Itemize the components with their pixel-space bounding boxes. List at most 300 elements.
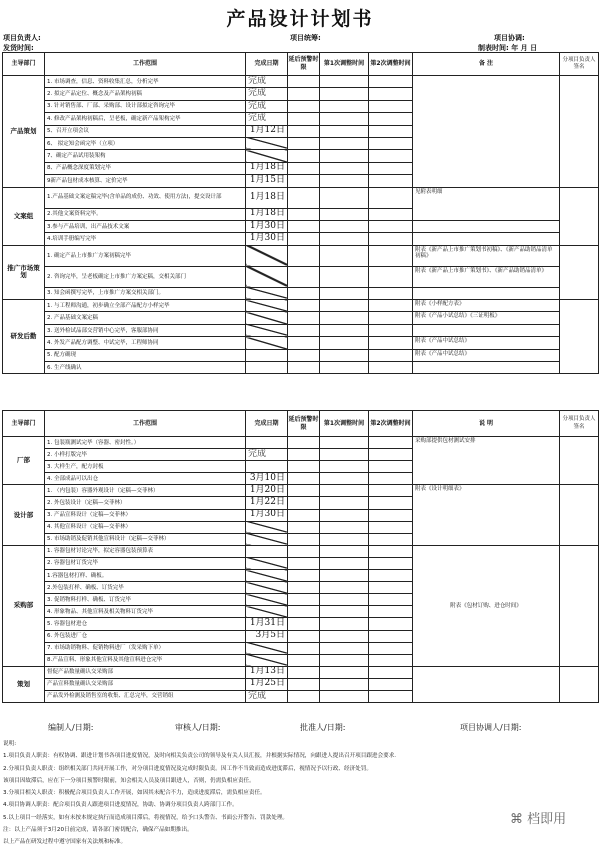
adjust-1-cell xyxy=(320,509,369,521)
column-header: 工作范围 xyxy=(45,411,246,437)
project-coordinator-label: 项目协调: xyxy=(494,34,525,42)
table-row xyxy=(3,287,599,299)
watermark-logo: ⌘ 档即用 xyxy=(510,812,567,827)
column-header: 分项目负责人签名 xyxy=(560,53,599,76)
adjust-2-cell xyxy=(369,594,413,606)
adjust-1-cell xyxy=(320,545,369,557)
adjust-2-cell xyxy=(369,666,413,678)
completion-date-cell: 1月30日 xyxy=(246,220,288,232)
adjust-1-cell xyxy=(320,150,369,162)
note-line: 注：以上产品须于3月20日前完成，请各部门密切配合，确保产品如期推出。 xyxy=(3,827,193,834)
adjust-1-cell xyxy=(320,473,369,485)
adjust-1-cell xyxy=(320,642,369,654)
dept-cell: 策划 xyxy=(3,666,45,702)
warning-limit-cell xyxy=(288,449,320,461)
completion-date-cell: 完成 xyxy=(246,449,288,461)
warning-limit-cell xyxy=(288,76,320,88)
signature-cell[interactable] xyxy=(560,666,599,702)
column-header: 延后预警时限 xyxy=(288,53,320,76)
warning-limit-cell xyxy=(288,300,320,312)
sig-editor: 编制人/日期: xyxy=(48,723,94,732)
project-coordinator-top-label: 项目统筹: xyxy=(290,34,321,42)
warning-limit-cell xyxy=(288,150,320,162)
signature-cell[interactable] xyxy=(560,545,599,666)
adjust-1-cell xyxy=(320,594,369,606)
column-header: 完成日期 xyxy=(246,53,288,76)
work-scope-cell: 3.参与产品培训，出产品技术文案 xyxy=(45,220,246,232)
remark-cell: 附表《新产品上市推广策划书》、《新产品助销品清单》 xyxy=(413,266,560,287)
adjust-1-cell xyxy=(320,88,369,100)
remark-cell xyxy=(413,287,560,299)
warning-limit-cell xyxy=(288,642,320,654)
work-scope-cell: 1. （内包装）容器外观设计（定稿—交菲林） xyxy=(45,485,246,497)
table-row xyxy=(3,337,599,349)
completion-date-cell: 1月15日 xyxy=(246,175,288,187)
adjust-1-cell xyxy=(320,337,369,349)
table-row xyxy=(3,312,599,324)
warning-limit-cell xyxy=(288,88,320,100)
adjust-1-cell xyxy=(320,312,369,324)
adjust-1-cell xyxy=(320,485,369,497)
work-scope-cell: 4. 修改产品架构初稿后，呈老板，确定新产品架构完毕 xyxy=(45,113,246,125)
adjust-2-cell xyxy=(369,266,413,287)
table-row xyxy=(3,187,599,208)
watermark-text: 档即用 xyxy=(527,812,567,827)
completion-date-cell: 完成 xyxy=(246,690,288,702)
warning-limit-cell xyxy=(288,570,320,582)
warning-limit-cell xyxy=(288,113,320,125)
warning-limit-cell xyxy=(288,100,320,112)
adjust-1-cell xyxy=(320,461,369,473)
work-scope-cell: 6、 拟定知会函完毕（立项） xyxy=(45,137,246,149)
dept-cell: 产品策划 xyxy=(3,76,45,188)
warning-limit-cell xyxy=(288,678,320,690)
work-scope-cell: 8.产品宣料、形象其他宣料及其他宣料进仓完毕 xyxy=(45,654,246,666)
work-scope-cell: 7、确定产品试用装架构 xyxy=(45,150,246,162)
dept-cell: 设计部 xyxy=(3,485,45,545)
work-scope-cell: 2. 外包装设计（定稿—交菲林） xyxy=(45,497,246,509)
completion-date-cell xyxy=(246,606,288,618)
signature-cell[interactable] xyxy=(560,245,599,299)
adjust-2-cell xyxy=(369,533,413,545)
column-header: 第2次调整时间 xyxy=(369,411,413,437)
completion-date-cell xyxy=(246,349,288,361)
completion-date-cell xyxy=(246,533,288,545)
warning-limit-cell xyxy=(288,461,320,473)
adjust-2-cell xyxy=(369,582,413,594)
adjust-1-cell xyxy=(320,100,369,112)
warning-limit-cell xyxy=(288,521,320,533)
work-scope-cell: 2. 产品基础文案定稿 xyxy=(45,312,246,324)
header-row xyxy=(3,53,599,76)
note-line: 该项目因故滞后，应在下一分项目预警时限前，知会相关人员及项目跟进人，否则，仍需负相应责任。 xyxy=(3,777,255,784)
completion-date-cell xyxy=(246,545,288,557)
table-row xyxy=(3,245,599,266)
column-header: 延后预警时限 xyxy=(288,411,320,437)
completion-date-cell xyxy=(246,594,288,606)
completion-date-cell xyxy=(246,150,288,162)
adjust-2-cell xyxy=(369,245,413,266)
completion-date-cell: 1月12日 xyxy=(246,125,288,137)
warning-limit-cell xyxy=(288,175,320,187)
remark-cell: 附表《产品小试总结》《三证明板》 xyxy=(413,312,560,324)
completion-date-cell: 1月30日 xyxy=(246,233,288,245)
completion-date-cell: 完成 xyxy=(246,76,288,88)
plan-table-1 xyxy=(2,52,599,374)
work-scope-cell: 督促产品数量确认交采购部 xyxy=(45,666,246,678)
adjust-1-cell xyxy=(320,266,369,287)
warning-limit-cell xyxy=(288,220,320,232)
completion-date-cell: 3月5日 xyxy=(246,630,288,642)
work-scope-cell: 4. 其他宣料设计（定稿—交菲林） xyxy=(45,521,246,533)
warning-limit-cell xyxy=(288,324,320,336)
header-row xyxy=(3,411,599,437)
remark-cell xyxy=(413,233,560,245)
adjust-1-cell xyxy=(320,654,369,666)
column-header: 说 明 xyxy=(413,411,560,437)
adjust-2-cell xyxy=(369,349,413,361)
adjust-2-cell xyxy=(369,88,413,100)
table-row xyxy=(3,349,599,361)
table-row xyxy=(3,233,599,245)
adjust-1-cell xyxy=(320,324,369,336)
adjust-1-cell xyxy=(320,497,369,509)
warning-limit-cell xyxy=(288,233,320,245)
completion-date-cell xyxy=(246,570,288,582)
note-line: 说明: xyxy=(3,741,17,747)
remark-cell xyxy=(413,76,560,188)
adjust-2-cell xyxy=(369,642,413,654)
completion-date-cell xyxy=(246,557,288,569)
adjust-2-cell xyxy=(369,690,413,702)
warning-limit-cell xyxy=(288,349,320,361)
completion-date-cell: 完成 xyxy=(246,88,288,100)
adjust-2-cell xyxy=(369,287,413,299)
adjust-2-cell xyxy=(369,618,413,630)
adjust-2-cell xyxy=(369,362,413,374)
table-row xyxy=(3,545,599,557)
work-scope-cell: 4.培训手册编写完毕 xyxy=(45,233,246,245)
warning-limit-cell xyxy=(288,618,320,630)
completion-date-cell xyxy=(246,362,288,374)
adjust-2-cell xyxy=(369,162,413,174)
adjust-2-cell xyxy=(369,678,413,690)
warning-limit-cell xyxy=(288,208,320,220)
work-scope-cell: 1. 确定产品上市推广方案初稿完毕 xyxy=(45,245,246,266)
work-scope-cell: 产品宣料数量确认交采购部 xyxy=(45,678,246,690)
table-row xyxy=(3,485,599,497)
adjust-1-cell xyxy=(320,245,369,266)
adjust-1-cell xyxy=(320,300,369,312)
plan-table-2 xyxy=(2,410,599,703)
adjust-2-cell xyxy=(369,606,413,618)
warning-limit-cell xyxy=(288,630,320,642)
column-header: 备 注 xyxy=(413,53,560,76)
note-line: 2.分项目负责人职责：组织相关部门共同开展工作，对分项目进度情况及完成时限负责。因工作不当致而造成进度滞后，视情况予以行政、经济处罚。 xyxy=(3,765,372,772)
adjust-1-cell xyxy=(320,187,369,208)
completion-date-cell xyxy=(246,287,288,299)
completion-date-cell xyxy=(246,582,288,594)
adjust-2-cell xyxy=(369,125,413,137)
remark-cell xyxy=(413,362,560,374)
column-header: 第1次调整时间 xyxy=(320,411,369,437)
work-scope-cell: 5. 市场助销及促销其他宣料设计（定稿—交菲林） xyxy=(45,533,246,545)
remark-cell: 附表《新产品上市推广策划书初稿》、《新产品助销品清单初稿》 xyxy=(413,245,560,266)
work-scope-cell: 3. 大样生产，配方封板 xyxy=(45,461,246,473)
remark-cell xyxy=(413,666,560,702)
adjust-2-cell xyxy=(369,220,413,232)
table-row xyxy=(3,76,599,88)
adjust-1-cell xyxy=(320,678,369,690)
note-line: 4.项目协调人职责：配合项目负责人跟进项目进度情况，协助、协调分项目负责人跨部门工作。 xyxy=(3,802,238,809)
column-header: 第2次调整时间 xyxy=(369,53,413,76)
completion-date-cell: 1月18日 xyxy=(246,162,288,174)
explanation-notes xyxy=(3,738,593,849)
completion-date-cell xyxy=(246,312,288,324)
table-row xyxy=(3,362,599,374)
warning-limit-cell xyxy=(288,582,320,594)
sig-coordinator: 项目协调人/日期: xyxy=(460,723,522,732)
work-scope-cell: 2. 小样打版完毕 xyxy=(45,449,246,461)
adjust-2-cell xyxy=(369,76,413,88)
warning-limit-cell xyxy=(288,485,320,497)
completion-date-cell: 1月25日 xyxy=(246,678,288,690)
completion-date-cell xyxy=(246,461,288,473)
adjust-1-cell xyxy=(320,606,369,618)
completion-date-cell xyxy=(246,324,288,336)
warning-limit-cell xyxy=(288,187,320,208)
warning-limit-cell xyxy=(288,287,320,299)
completion-date-cell xyxy=(246,521,288,533)
completion-date-cell: 3月10日 xyxy=(246,473,288,485)
adjust-2-cell xyxy=(369,630,413,642)
adjust-2-cell xyxy=(369,485,413,497)
remark-cell: 附表《包材订购、进仓时间》 xyxy=(413,545,560,666)
warning-limit-cell xyxy=(288,473,320,485)
adjust-1-cell xyxy=(320,220,369,232)
work-scope-cell: 1.产品基础文案定稿完毕(含单品的成份、功效、使用方法)，提交设计部 xyxy=(45,187,246,208)
completion-date-cell: 1月18日 xyxy=(246,208,288,220)
column-header: 工作范围 xyxy=(45,53,246,76)
adjust-1-cell xyxy=(320,690,369,702)
adjust-1-cell xyxy=(320,449,369,461)
completion-date-cell: 1月22日 xyxy=(246,497,288,509)
completion-date-cell xyxy=(246,437,288,449)
column-header: 第1次调整时间 xyxy=(320,53,369,76)
signature-cell[interactable] xyxy=(560,485,599,545)
warning-limit-cell xyxy=(288,606,320,618)
work-scope-cell: 4. 外发产品配方调整、中试完毕，工程师协同 xyxy=(45,337,246,349)
remark-cell: 附表《小样配方表》 xyxy=(413,300,560,312)
adjust-2-cell xyxy=(369,509,413,521)
warning-limit-cell xyxy=(288,594,320,606)
signature-cell[interactable] xyxy=(560,187,599,245)
table-row xyxy=(3,266,599,287)
adjust-2-cell xyxy=(369,437,413,449)
work-scope-cell: 9新产品包材成本核算、定价完毕 xyxy=(45,175,246,187)
work-scope-cell: 2. 容器包材订货完毕 xyxy=(45,557,246,569)
table-row xyxy=(3,324,599,336)
adjust-1-cell xyxy=(320,162,369,174)
adjust-2-cell xyxy=(369,570,413,582)
column-header: 分项目负责人签名 xyxy=(560,411,599,437)
completion-date-cell: 1月30日 xyxy=(246,509,288,521)
completion-date-cell xyxy=(246,137,288,149)
dept-cell: 厂部 xyxy=(3,437,45,485)
dept-cell: 文案组 xyxy=(3,187,45,245)
work-scope-cell: 1. 包装瓶测试完毕（容器、密封性。） xyxy=(45,437,246,449)
work-scope-cell: 2.外包装打样、确板、订货完毕 xyxy=(45,582,246,594)
adjust-2-cell xyxy=(369,137,413,149)
completion-date-cell xyxy=(246,245,288,266)
issue-time-label: 发货时间: xyxy=(3,44,34,52)
adjust-2-cell xyxy=(369,324,413,336)
dept-cell: 推广市场策划 xyxy=(3,245,45,299)
warning-limit-cell xyxy=(288,337,320,349)
warning-limit-cell xyxy=(288,266,320,287)
sig-approver: 批准人/日期: xyxy=(300,723,346,732)
adjust-2-cell xyxy=(369,337,413,349)
warning-limit-cell xyxy=(288,362,320,374)
adjust-1-cell xyxy=(320,618,369,630)
adjust-2-cell xyxy=(369,233,413,245)
work-scope-cell: 5. 配方确现 xyxy=(45,349,246,361)
work-scope-cell: 3. 针对销售部、厂部、采购部、设计部拟定咨询完毕 xyxy=(45,100,246,112)
work-scope-cell: 3. 送外检试品部交营销中心完毕，客服部协同 xyxy=(45,324,246,336)
table-row xyxy=(3,437,599,449)
adjust-1-cell xyxy=(320,630,369,642)
adjust-2-cell xyxy=(369,473,413,485)
adjust-1-cell xyxy=(320,533,369,545)
adjust-2-cell xyxy=(369,312,413,324)
work-scope-cell: 3. 知会函撰写完毕，上市推广方案交相关部门。 xyxy=(45,287,246,299)
remark-cell: 附表《产品中试总结》 xyxy=(413,337,560,349)
warning-limit-cell xyxy=(288,312,320,324)
work-scope-cell: 3. 促销物料打样、确板、订货完毕 xyxy=(45,594,246,606)
signature-cell[interactable] xyxy=(560,437,599,485)
work-scope-cell: 产品发外检测及销售室的收集、汇总完毕，交营销组 xyxy=(45,690,246,702)
table-row xyxy=(3,220,599,232)
adjust-1-cell xyxy=(320,137,369,149)
work-scope-cell: 7. 市场助销物料、促销物料进厂（发采购下单） xyxy=(45,642,246,654)
completion-date-cell xyxy=(246,300,288,312)
adjust-2-cell xyxy=(369,187,413,208)
work-scope-cell: 1. 容器包材讨论完毕，拟定容器包装预算表 xyxy=(45,545,246,557)
note-line: 以上产品在研发过程中遵守国家有关法规和标准。 xyxy=(3,839,127,846)
table-row xyxy=(3,666,599,678)
warning-limit-cell xyxy=(288,690,320,702)
page-title: 产品设计计划书 xyxy=(226,8,374,30)
adjust-1-cell xyxy=(320,666,369,678)
completion-date-cell xyxy=(246,642,288,654)
adjust-1-cell xyxy=(320,233,369,245)
work-scope-cell: 2. 咨询完毕，呈老板确定上市推广方案定稿，交相关部门 xyxy=(45,266,246,287)
work-scope-cell: 5、召开立项会议 xyxy=(45,125,246,137)
completion-date-cell: 1月20日 xyxy=(246,485,288,497)
warning-limit-cell xyxy=(288,509,320,521)
adjust-1-cell xyxy=(320,582,369,594)
warning-limit-cell xyxy=(288,545,320,557)
work-scope-cell: 6. 生产线确认 xyxy=(45,362,246,374)
work-scope-cell: 1. 市场调查，信息、资料收集汇总，分析完毕 xyxy=(45,76,246,88)
work-scope-cell: 8、产品概念深度策划完毕 xyxy=(45,162,246,174)
completion-date-cell xyxy=(246,654,288,666)
project-leader-label: 项目负责人: xyxy=(3,34,41,42)
adjust-2-cell xyxy=(369,150,413,162)
completion-date-cell xyxy=(246,266,288,287)
work-scope-cell: 3. 产品宣料设计（定稿—交菲林） xyxy=(45,509,246,521)
column-header: 主导部门 xyxy=(3,53,45,76)
adjust-2-cell xyxy=(369,545,413,557)
adjust-1-cell xyxy=(320,208,369,220)
adjust-2-cell xyxy=(369,654,413,666)
work-scope-cell: 6. 外包装进厂仓 xyxy=(45,630,246,642)
adjust-1-cell xyxy=(320,349,369,361)
note-line: 3.分项目相关人职责：积极配合项目负责人工作开展，如因其未配合不力，造成进度滞后，需负相应责任。 xyxy=(3,790,266,797)
adjust-1-cell xyxy=(320,570,369,582)
adjust-1-cell xyxy=(320,437,369,449)
adjust-1-cell xyxy=(320,287,369,299)
note-line: 1.项目负责人职责：有权协调、跟进计划书各项目进度情况，及时向相关负责公司的领导及有关人员汇报，并根据实际情况，向跟进人提出召开项目跟进会要求. xyxy=(3,753,397,760)
work-scope-cell: 2.其他文案资料完毕。 xyxy=(45,208,246,220)
remark-cell: 附表《设计明细表》 xyxy=(413,485,560,545)
adjust-1-cell xyxy=(320,125,369,137)
work-scope-cell: 1. 与工程师沟通，初步确立全部产品配方小样完毕 xyxy=(45,300,246,312)
adjust-1-cell xyxy=(320,557,369,569)
work-scope-cell: 4. 形象物品、其他宣料及相关物料订货完毕 xyxy=(45,606,246,618)
adjust-2-cell xyxy=(369,521,413,533)
adjust-2-cell xyxy=(369,449,413,461)
sig-reviewer: 审核人/日期: xyxy=(175,723,221,732)
remark-cell: 采购部提供包材测试安排 xyxy=(413,437,560,485)
completion-date-cell: 完成 xyxy=(246,113,288,125)
adjust-1-cell xyxy=(320,362,369,374)
work-scope-cell: 2. 拟定产品定位、概念及产品架构初稿 xyxy=(45,88,246,100)
warning-limit-cell xyxy=(288,654,320,666)
adjust-2-cell xyxy=(369,100,413,112)
dept-cell: 研发后勤 xyxy=(3,300,45,374)
completion-date-cell: 1月13日 xyxy=(246,666,288,678)
completion-date-cell: 完成 xyxy=(246,100,288,112)
adjust-1-cell xyxy=(320,113,369,125)
warning-limit-cell xyxy=(288,497,320,509)
dept-cell: 采购部 xyxy=(3,545,45,666)
warning-limit-cell xyxy=(288,533,320,545)
warning-limit-cell xyxy=(288,437,320,449)
signature-cell[interactable] xyxy=(560,76,599,188)
remark-cell: 见附表明细 xyxy=(413,187,560,220)
warning-limit-cell xyxy=(288,125,320,137)
adjust-2-cell xyxy=(369,557,413,569)
remark-cell xyxy=(413,324,560,336)
work-scope-cell: 1.容器包材打样、确板。 xyxy=(45,570,246,582)
warning-limit-cell xyxy=(288,557,320,569)
adjust-2-cell xyxy=(369,461,413,473)
adjust-2-cell xyxy=(369,208,413,220)
warning-limit-cell xyxy=(288,162,320,174)
signature-cell[interactable] xyxy=(560,300,599,374)
work-scope-cell: 4. 全部成品可以出仓 xyxy=(45,473,246,485)
warning-limit-cell xyxy=(288,666,320,678)
note-line: 5.以上项目一经落实，如有未按本规定执行而造成项目滞后，将视情况，给予口头警告、书面公开警告、罚款处理。 xyxy=(3,814,289,821)
column-header: 完成日期 xyxy=(246,411,288,437)
completion-date-cell: 1月18日 xyxy=(246,187,288,208)
adjust-2-cell xyxy=(369,300,413,312)
made-time-label: 制表时间: 年 月 日 xyxy=(478,44,538,52)
warning-limit-cell xyxy=(288,137,320,149)
remark-cell xyxy=(413,220,560,232)
work-scope-cell: 5. 容器包材进仓 xyxy=(45,618,246,630)
